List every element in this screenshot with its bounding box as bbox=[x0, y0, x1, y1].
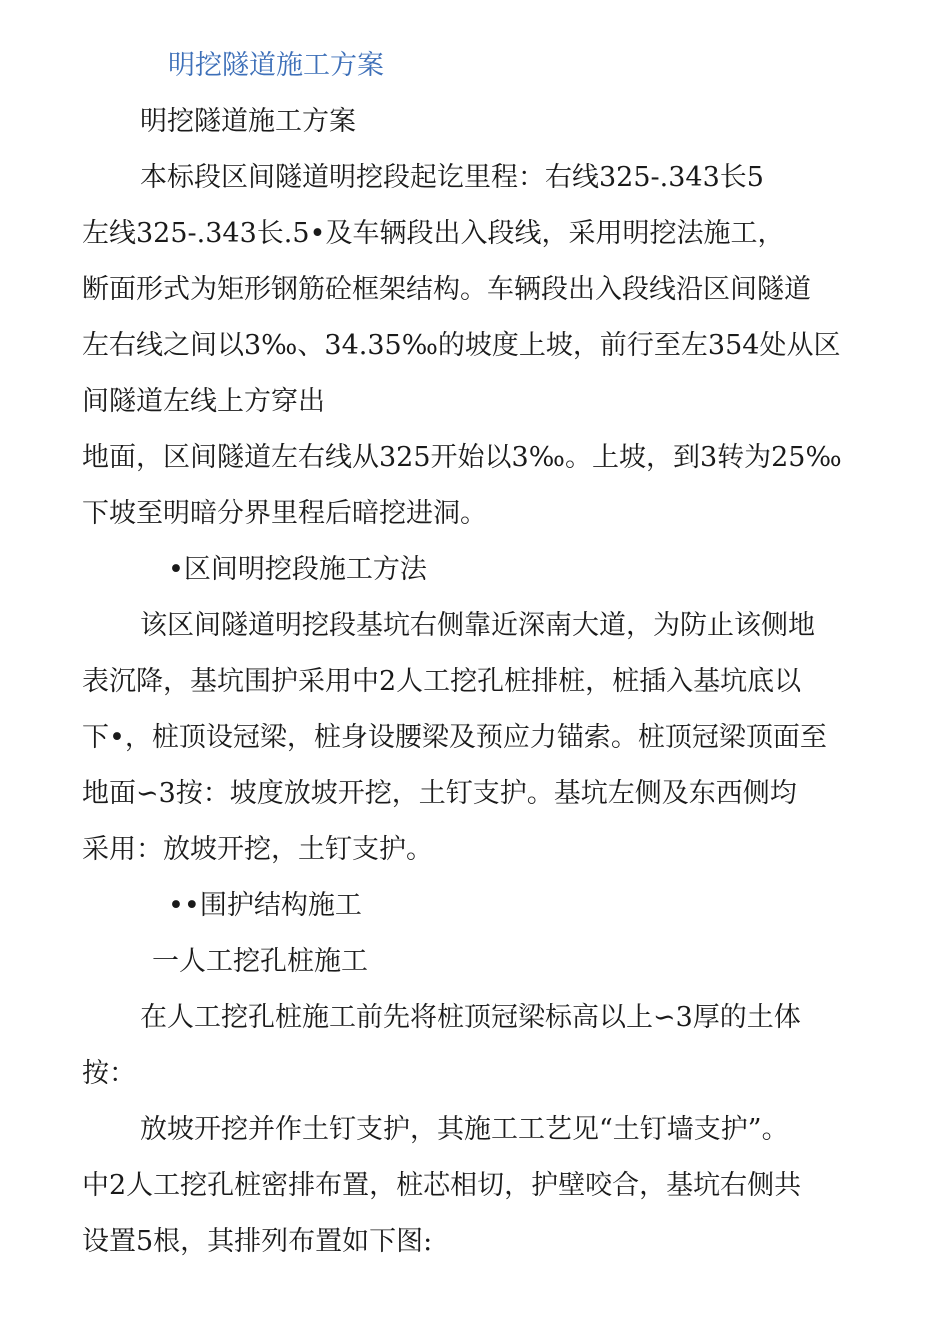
paragraph-line: 左线325-.343长.5•及车辆段出入段线，采用明挖法施工， bbox=[82, 218, 785, 249]
paragraph-line: 在人工挖孔桩施工前先将桩顶冠梁标高以上∽3厚的土体 bbox=[140, 1002, 801, 1033]
paragraph-line: 下坡至明暗分界里程后暗挖进洞。 bbox=[82, 498, 487, 529]
paragraph-line: 间隧道左线上方穿出 bbox=[82, 386, 325, 417]
heading-line: 明挖隧道施工方案 bbox=[140, 106, 356, 137]
paragraph-line: 本标段区间隧道明挖段起讫里程：右线325-.343长5 bbox=[140, 162, 764, 193]
paragraph-line: 地面，区间隧道左右线从325开始以3‰。上坡，到3转为25‰ bbox=[82, 442, 842, 473]
paragraph-line: 断面形式为矩形钢筋砼框架结构。车辆段出入段线沿区间隧道 bbox=[82, 274, 811, 305]
section-heading: •区间明挖段施工方法 bbox=[168, 554, 427, 585]
paragraph-line: 该区间隧道明挖段基坑右侧靠近深南大道，为防止该侧地 bbox=[140, 610, 815, 641]
subsection-heading: 一人工挖孔桩施工 bbox=[152, 946, 368, 977]
paragraph-line: 设置5根，其排列布置如下图: bbox=[82, 1226, 433, 1257]
paragraph-line: 左右线之间以3‰、34.35‰的坡度上坡，前行至左354处从区 bbox=[82, 330, 841, 361]
paragraph-line: 地面∽3按：坡度放坡开挖，土钉支护。基坑左侧及东西侧均 bbox=[82, 778, 797, 809]
paragraph-line: 放坡开挖并作土钉支护，其施工工艺见“土钉墙支护”。 bbox=[140, 1114, 789, 1145]
paragraph-line: 按： bbox=[82, 1058, 136, 1089]
document-title-link[interactable]: 明挖隧道施工方案 bbox=[168, 50, 384, 81]
paragraph-line: 表沉降，基坑围护采用中2人工挖孔桩排桩，桩插入基坑底以 bbox=[82, 666, 802, 697]
paragraph-line: 采用：放坡开挖，土钉支护。 bbox=[82, 834, 433, 865]
paragraph-line: 中2人工挖孔桩密排布置，桩芯相切，护壁咬合，基坑右侧共 bbox=[82, 1170, 802, 1201]
section-heading: ••围护结构施工 bbox=[168, 890, 362, 921]
paragraph-line: 下•，桩顶设冠梁，桩身设腰梁及预应力锚索。桩顶冠梁顶面至 bbox=[82, 722, 827, 753]
